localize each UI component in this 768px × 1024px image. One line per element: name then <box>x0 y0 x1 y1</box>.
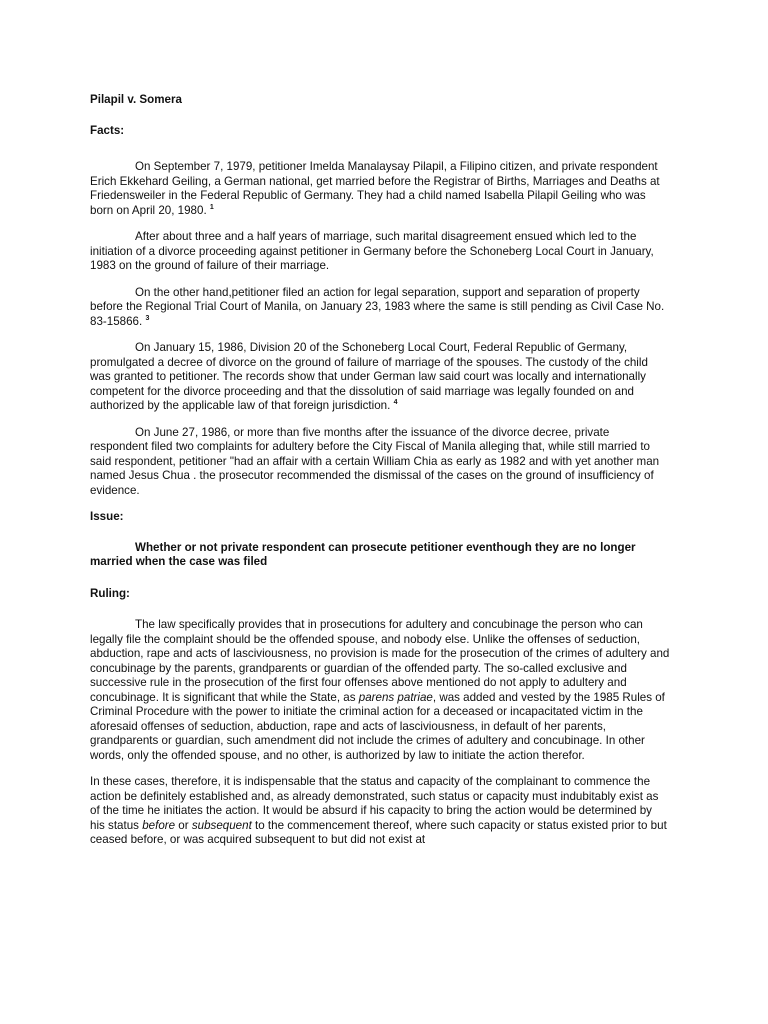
paragraph-text: After about three and a half years of marriage, such marital disagreement ensued which led to the initiation of a divorce proceeding against petitioner in Germany before the Schoneberg Local Court in January, 1983 on the ground of failure of their marriage. <box>90 230 654 272</box>
footnote-marker: 4 <box>393 399 398 407</box>
emphasis-before: before <box>142 818 176 832</box>
facts-paragraph <box>90 426 670 499</box>
ruling-text: The law specifically provides that in prosecutions for adultery and concubinage the person who can legally file the complaint should be the offended spouse, and nobody else. Unlike the offenses of seduction, abduction, rape and acts of lasciviousness, no provision is made for the prosecution of the crimes of adultery and concubinage by the parents, grandparents or guardian of the offended party. The so-called exclusive and successive rule in the prosecution of the first four offenses above mentioned do not apply to adultery and concubinage. It is significant that while the State, as <box>90 618 670 704</box>
footnote-marker: 3 <box>145 314 150 322</box>
paragraph-text: On January 15, 1986, Division 20 of the Schoneberg Local Court, Federal Republic of Germany, promulgated a decree of divorce on the ground of failure of marriage of the spouses. The custody of the child was granted to petitioner. The records show that under German law said court was locally and internationally competent for the divorce proceeding and that the dissolution of said marriage was legally founded on and authorized by the applicable law of that foreign jurisdiction. <box>90 341 648 412</box>
ruling-paragraph <box>90 775 670 848</box>
facts-paragraph <box>90 341 670 414</box>
ruling-text: to the commencement thereof, where such capacity or status existed prior to but ceased before, or was acquired subsequent to but did not exist at <box>90 818 667 846</box>
paragraph-text: On the other hand,petitioner filed an action for legal separation, support and separation of property before the Regional Trial Court of Manila, on January 23, 1983 where the same is still pending as Civil Case No. 83-15866. <box>90 285 665 328</box>
case-title: Pilapil v. Somera <box>90 93 182 106</box>
facts-heading: Facts: <box>90 123 125 137</box>
ruling-heading: Ruling: <box>90 586 130 600</box>
paragraph-text: On September 7, 1979, petitioner Imelda Manalaysay Pilapil, a Filipino citizen, and private respondent Erich Ekkehard Geiling, a German national, get married before the Registrar of Births, Marriages and Deaths at Friedensweiler in the Federal Republic of Germany. They had a child named Isabella Pilapil Geiling who was born on April 20, 1980. <box>90 160 660 217</box>
ruling-text: In these cases, therefore, it is indispensable that the status and capacity of the complainant to commence the action be definitely established and, as already demonstrated, such status or capacity must indubitably exist as of the time he initiates the action. It would be absurd if his capacity to bring the action would be determined by his status <box>90 775 659 832</box>
facts-paragraph <box>90 286 670 330</box>
issue-heading: Issue: <box>90 510 124 523</box>
document-body <box>90 93 670 860</box>
ruling-text: , was added and vested by the 1985 Rules of Criminal Procedure with the power to initiate the criminal action for a deceased or incapacitated victim in the aforesaid offenses of seduction, abduction, rape and acts of lasciviousness, in default of her parents, grandparents or guardian, such amendment did not include the crimes of adultery and concubinage. In other words, only the offended spouse, and no other, is authorized by law to initiate the action therefor. <box>90 690 665 762</box>
issue-text: Whether or not private respondent can prosecute petitioner eventhough they are no longer married when the case was filed <box>90 540 636 568</box>
facts-paragraph <box>90 160 670 218</box>
ruling-text: or <box>175 818 192 832</box>
facts-paragraph <box>90 230 670 274</box>
ruling-paragraph <box>90 618 670 763</box>
emphasis-subsequent: subsequent <box>191 818 252 832</box>
paragraph-text: On June 27, 1986, or more than five months after the issuance of the divorce decree, private respondent filed two complaints for adultery before the City Fiscal of Manila alleging that, while still married to said respondent, petitioner "had an affair with a certain William Chia as early as 1982 and with yet another man named Jesus Chua . the prosecutor recommended the dismissal of the cases on the ground of insufficiency of evidence. <box>90 425 660 497</box>
latin-term: parens patriae <box>358 690 433 704</box>
footnote-marker: 1 <box>209 203 214 211</box>
